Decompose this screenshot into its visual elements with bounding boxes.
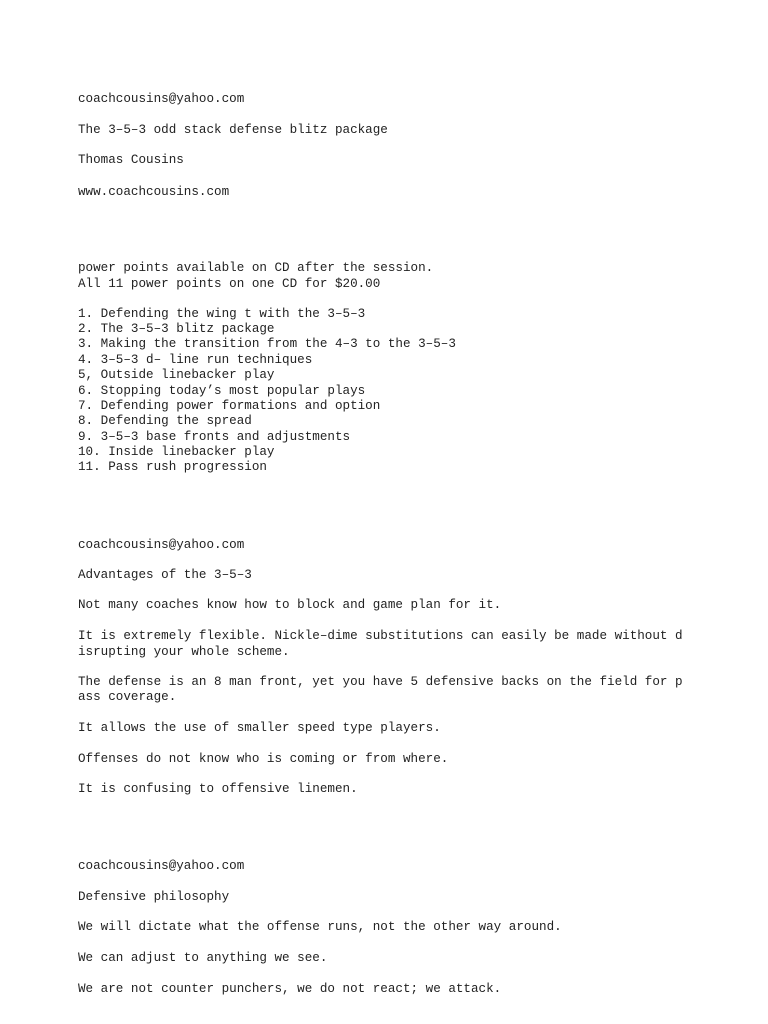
email-text: coachcousins@yahoo.com — [78, 859, 245, 873]
list-item: 3. Making the transition from the 4–3 to the 3–5–3 — [78, 337, 456, 351]
email-text: coachcousins@yahoo.com — [78, 92, 245, 106]
list-item: 5, Outside linebacker play — [78, 368, 275, 382]
list-item: 8. Defending the spread — [78, 414, 252, 428]
paragraph: Not many coaches know how to block and game plan for it. — [78, 598, 502, 612]
email-text: coachcousins@yahoo.com — [78, 538, 245, 552]
list-item: 6. Stopping today’s most popular plays — [78, 384, 366, 398]
list-item: 7. Defending power formations and option — [78, 399, 381, 413]
paragraph: We can adjust to anything we see. — [78, 951, 328, 965]
section-heading: Advantages of the 3–5–3 — [78, 568, 252, 582]
paragraph: It allows the use of smaller speed type players. — [78, 721, 441, 735]
list-item: 2. The 3–5–3 blitz package — [78, 322, 275, 336]
section-heading: Defensive philosophy — [78, 890, 230, 904]
list-item: 9. 3–5–3 base fronts and adjustments — [78, 430, 351, 444]
paragraph-continuation: ass coverage. — [78, 690, 177, 704]
website-text: www.coachcousins.com — [78, 185, 230, 199]
cd-intro-line-2: All 11 power points on one CD for $20.00 — [78, 277, 381, 291]
list-item: 4. 3–5–3 d– line run techniques — [78, 353, 313, 367]
list-item: 10. Inside linebacker play — [78, 445, 275, 459]
paragraph: It is extremely flexible. Nickle–dime substitutions can easily be made without d — [78, 629, 683, 643]
presentation-title: The 3–5–3 odd stack defense blitz package — [78, 123, 388, 137]
paragraph: It is confusing to offensive linemen. — [78, 782, 358, 796]
paragraph: The defense is an 8 man front, yet you have 5 defensive backs on the field for p — [78, 675, 683, 689]
paragraph: We will dictate what the offense runs, not the other way around. — [78, 920, 562, 934]
paragraph-continuation: isrupting your whole scheme. — [78, 645, 290, 659]
paragraph: Offenses do not know who is coming or from where. — [78, 752, 449, 766]
author-name: Thomas Cousins — [78, 153, 184, 167]
list-item: 1. Defending the wing t with the 3–5–3 — [78, 307, 366, 321]
cd-intro-line-1: power points available on CD after the session. — [78, 261, 434, 275]
paragraph: We are not counter punchers, we do not react; we attack. — [78, 982, 502, 996]
list-item: 11. Pass rush progression — [78, 460, 267, 474]
